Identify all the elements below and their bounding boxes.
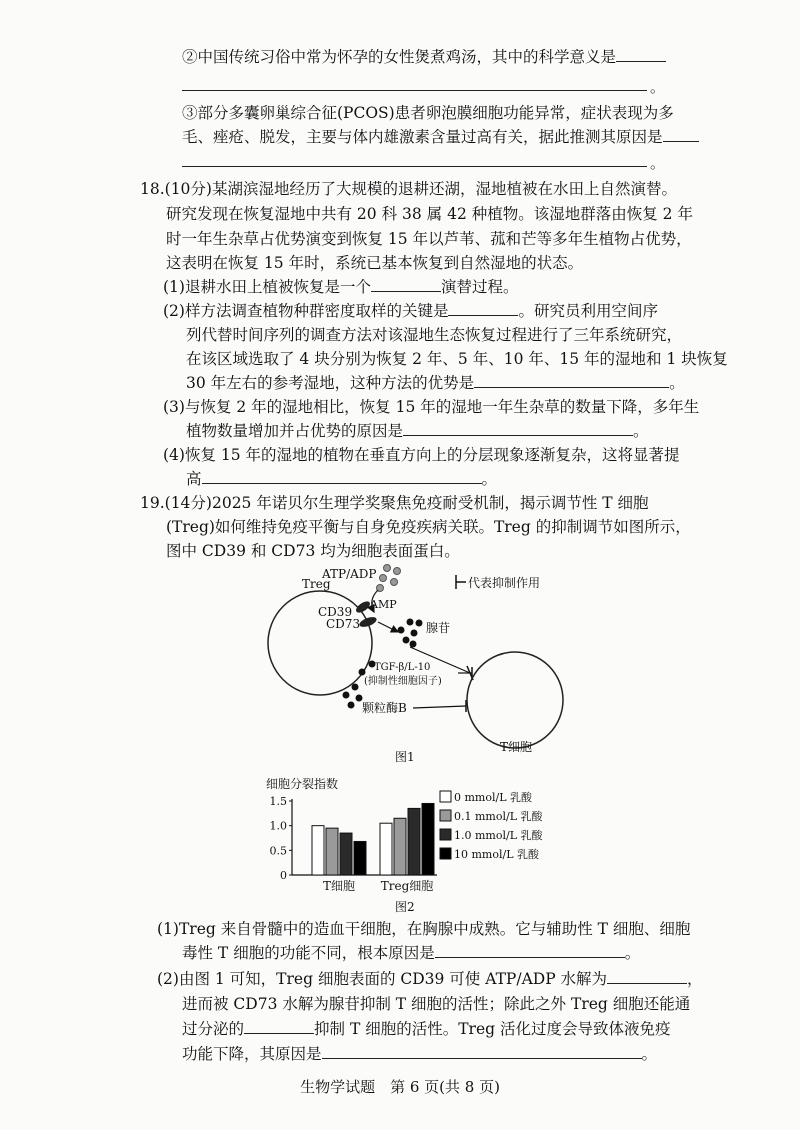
y-tick-label: 1.0 [269, 819, 287, 833]
legend-swatch [440, 829, 451, 840]
q17-item2: ②中国传统习俗中常为怀孕的女性煲煮鸡汤，其中的科学意义是 [182, 46, 666, 68]
answer-line[interactable] [182, 166, 647, 167]
legend-swatch [440, 848, 451, 859]
amp-label: AMP [370, 598, 397, 611]
y-tick-label: 0 [280, 869, 287, 882]
figure-2-caption: 图2 [395, 900, 415, 914]
answer-blank[interactable] [403, 421, 633, 436]
chart-bar [380, 823, 392, 875]
chart-ylabel: 细胞分裂指数 [266, 777, 339, 791]
adenosine-molecules [398, 619, 423, 648]
cytokine-label-detail: (抑制性细胞因子) [364, 676, 442, 687]
legend-entry: 0.1 mmol/L 乳酸 [454, 810, 543, 823]
inhibition-line [413, 706, 466, 708]
t-cell [467, 652, 563, 748]
chart-bar [408, 808, 420, 875]
q19-part1-line1: (1)Treg 来自骨髓中的造血干细胞，在胸腺中成熟。它与辅助性 T 细胞、细胞 [157, 920, 691, 938]
answer-blank[interactable] [474, 373, 669, 388]
answer-blank[interactable] [435, 943, 625, 958]
x-tick-label: Treg细胞 [380, 879, 434, 893]
q18-part2-line4: 30 年左右的参考湿地，这种方法的优势是 。 [186, 374, 685, 392]
answer-blank[interactable] [663, 127, 699, 142]
answer-blank[interactable] [244, 1019, 314, 1034]
chart-bar [394, 818, 406, 875]
chart-bar [326, 828, 338, 875]
legend-entry: 0 mmol/L 乳酸 [454, 791, 533, 804]
q19-part2-line4: 功能下降，其原因是 。 [182, 1045, 658, 1063]
q18-part4-line1: (4)恢复 15 年的湿地的植物在垂直方向上的分层现象逐渐复杂，这将显著提 [163, 446, 680, 464]
period-mark: 。 [650, 154, 666, 172]
q19-stem-3: 图中 CD39 和 CD73 均为细胞表面蛋白。 [166, 542, 460, 560]
q18-stem-3: 时一年生杂草占优势演变到恢复 15 年以芦苇、菰和芒等多年生植物占优势， [166, 230, 692, 248]
q19-part2-line2: 进而被 CD73 水解为腺苷抑制 T 细胞的活性；除此之外 Treg 细胞还能通 [182, 995, 691, 1013]
q19-part2-line3: 过分泌的 抑制 T 细胞的活性。Treg 活化过度会导致体液免疫 [182, 1020, 671, 1038]
q18-part3-line1: (3)与恢复 2 年的湿地相比，恢复 15 年的湿地一年生杂草的数量下降，多年生 [163, 398, 700, 416]
answer-line[interactable] [182, 90, 647, 91]
chart-bar [354, 841, 366, 875]
y-tick-label: 1.5 [269, 795, 287, 808]
answer-blank[interactable] [322, 1044, 642, 1059]
q18-stem-4: 这表明在恢复 15 年时，系统已基本恢复到自然湿地的状态。 [166, 254, 584, 272]
q18-stem-2: 研究发现在恢复湿地中共有 20 科 38 属 42 种植物。该湿地群落由恢复 2 年 [166, 205, 693, 223]
chart-legend [440, 790, 543, 861]
cd39-label: CD39 [318, 605, 353, 619]
q18-part2-line3: 在该区域选取了 4 块分别为恢复 2 年、5 年、10 年、15 年的湿地和 1 块恢复 [186, 350, 728, 368]
treg-label: Treg [302, 577, 331, 591]
legend-entry: 1.0 mmol/L 乳酸 [454, 829, 543, 842]
x-tick-label: T细胞 [322, 879, 356, 893]
q19-part2-line1: (2)由图 1 可知，Treg 细胞表面的 CD39 可使 ATP/ADP 水解为 ， [157, 970, 703, 988]
atp-adp-label: ATP/ADP [322, 567, 377, 581]
period-mark: 。 [650, 78, 666, 96]
q17-item3-line1: ③部分多囊卵巢综合征(PCOS)患者卵泡膜细胞功能异常，症状表现为多 [182, 104, 674, 122]
q18-stem-1: 18.(10分)某湖滨湿地经历了大规模的退耕还湖，湿地植被在水田上自然演替。 [140, 180, 677, 198]
q19-stem-2: (Treg)如何维持免疫平衡与自身免疫疾病关联。Treg 的抑制调节如图所示， [166, 518, 691, 536]
cd73-protein [358, 615, 378, 629]
chart-bars [312, 803, 434, 875]
legend-swatch [440, 791, 451, 802]
q18-part3-line2: 植物数量增加并占优势的原因是 。 [186, 422, 649, 440]
chart-bar [422, 803, 434, 875]
figure-2-bar-chart [262, 773, 562, 895]
cytokine-molecules [359, 661, 376, 676]
answer-blank[interactable] [616, 47, 666, 62]
answer-blank[interactable] [448, 301, 518, 316]
cytokine-label: TGF-β/L-10 [374, 662, 431, 673]
chart-bar [312, 826, 324, 875]
cd73-label: CD73 [326, 617, 361, 631]
granzyme-molecules [343, 684, 363, 709]
figure-1-caption: 图1 [395, 750, 415, 764]
q18-part2-line2: 列代替时间序列的调查方法对该湿地生态恢复过程进行了三年系统研究， [186, 326, 683, 344]
q18-part4-line2: 高 。 [186, 470, 498, 488]
granzyme-label: 颗粒酶B [362, 701, 407, 715]
t-cell-label: T细胞 [500, 740, 533, 754]
q18-part2-line1: (2)样方法调查植物种群密度取样的关键是 。研究员利用空间序 [163, 302, 658, 320]
legend-label: 代表抑制作用 [468, 576, 541, 590]
q19-stem-1: 19.(14分)2025 年诺贝尔生理学奖聚焦免疫耐受机制，揭示调节性 T 细胞 [140, 494, 649, 512]
legend-swatch [440, 810, 451, 821]
chart-bar [340, 833, 352, 875]
answer-blank[interactable] [607, 969, 687, 984]
figure-1-diagram [260, 560, 580, 765]
hydrolysis-arrow [378, 622, 398, 632]
atp-molecules [377, 565, 401, 592]
answer-blank[interactable] [202, 469, 482, 484]
q19-part1-line2: 毒性 T 细胞的功能不同，根本原因是 。 [182, 944, 641, 962]
q17-item3-line2: 毛、痤疮、脱发，主要与体内雄激素含量过高有关，据此推测其原因是 [182, 126, 699, 148]
page-footer: 生物学试题 第 6 页(共 8 页) [300, 1078, 500, 1096]
q18-part1: (1)退耕水田上植被恢复是一个 演替过程。 [163, 278, 519, 296]
adenosine-label: 腺苷 [426, 621, 451, 635]
answer-blank[interactable] [371, 277, 441, 292]
y-tick-label: 0.5 [269, 844, 287, 858]
legend-entry: 10 mmol/L 乳酸 [454, 848, 540, 861]
